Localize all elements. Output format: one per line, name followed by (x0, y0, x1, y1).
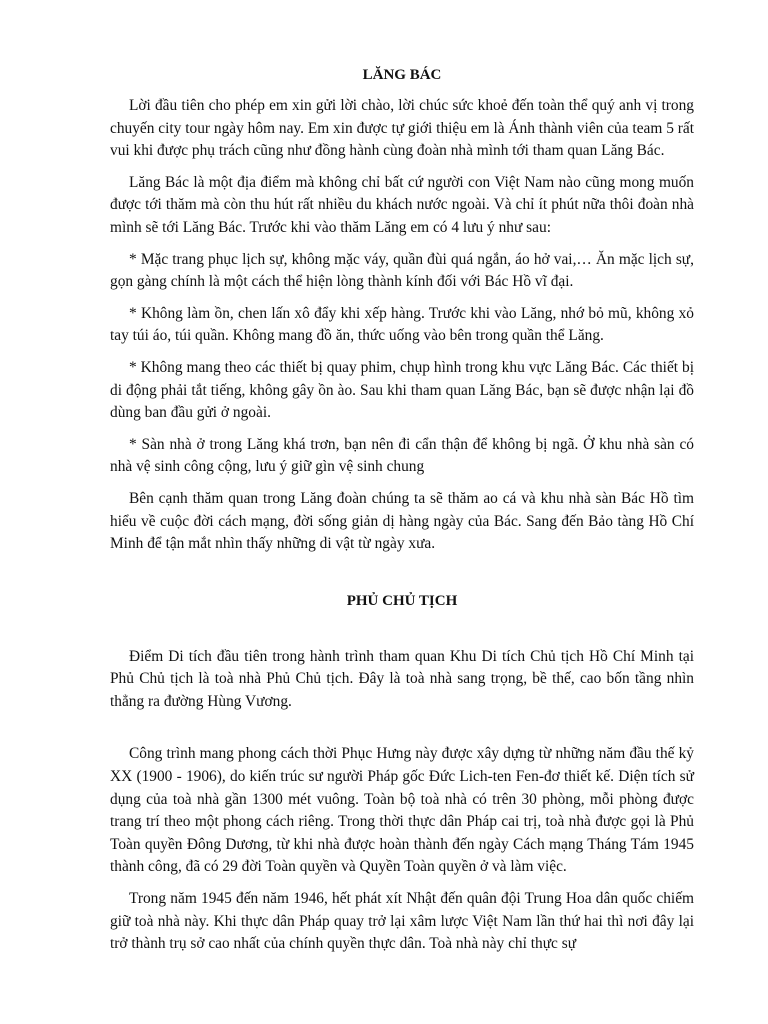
paragraph-overview: Lăng Bác là một địa điểm mà không chỉ bất cứ người con Việt Nam nào cũng mong muốn được tới thăm mà còn thu hút rất nhiều du khách nước ngoài. Và chỉ ít phút nữa thôi đoàn nhà mình sẽ tới Lăng Bác. Trước khi vào thăm Lăng em có 4 lưu ý như sau: (110, 173, 694, 236)
note-floor: * Sàn nhà ở trong Lăng khá trơn, bạn nên đi cẩn thận để không bị ngã. Ở khu nhà sàn có nhà vệ sinh công cộng, lưu ý giữ gìn vệ sinh chung (110, 435, 694, 476)
document-body (110, 64, 694, 956)
paragraph-history: Trong năm 1945 đến năm 1946, hết phát xít Nhật đến quân đội Trung Hoa dân quốc chiếm giữ toà nhà này. Khi thực dân Pháp quay trở lại xâm lược Việt Nam lần thứ hai thì nơi đây lại trở thành trụ sở cao nhất của chính quyền thực dân. Toà nhà này chỉ thực sự (110, 890, 694, 953)
section-title-phu-chu-tich: PHỦ CHỦ TỊCH (346, 592, 458, 609)
paragraph-architecture: Công trình mang phong cách thời Phục Hưng này được xây dựng từ những năm đầu thế kỷ XX (1900 - 1906), do kiến trúc sư người Pháp gốc Đức Lich-ten Fen-đơ thiết kế. Diện tích sử dụng của toà nhà gần 1300 mét vuông. Toàn bộ toà nhà có trên 30 phòng, mỗi phòng được trang trí theo một phong cách riêng. Trong thời thực dân Pháp cai trị, toà nhà được gọi là Phủ Toàn quyền Đông Dương, từ khi nhà được hoàn thành đến ngày Cách mạng Tháng Tám 1945 thành công, đã có 29 đời Toàn quyền và Quyền Toàn quyền ở và làm việc. (110, 745, 694, 876)
section-title-lang-bac: LĂNG BÁC (362, 67, 442, 83)
note-devices: * Không mang theo các thiết bị quay phim, chụp hình trong khu vực Lăng Bác. Các thiết bị di động phải tắt tiếng, không gây ồn ào. Sau khi tham quan Lăng Bác, bạn sẽ được nhận lại đồ dùng ban đầu gửi ở ngoài. (110, 358, 694, 422)
paragraph-intro: Lời đầu tiên cho phép em xin gửi lời chào, lời chúc sức khoẻ đến toàn thể quý anh vị trong chuyến city tour ngày hôm nay. Em xin được tự giới thiệu em là Ánh thành viên của team 5 rất vui khi được phụ trách cũng như đồng hành cùng đoàn nhà mình tới tham quan Lăng Bác. (110, 97, 694, 160)
paragraph-itinerary: Bên cạnh thăm quan trong Lăng đoàn chúng ta sẽ thăm ao cá và khu nhà sàn Bác Hồ tìm hiểu về cuộc đời cách mạng, đời sống giản dị hàng ngày của Bác. Sang đến Bảo tàng Hồ Chí Minh để tận mắt nhìn thấy những di vật từ ngày xưa. (110, 489, 694, 553)
paragraph-first-site: Điểm Di tích đầu tiên trong hành trình tham quan Khu Di tích Chủ tịch Hồ Chí Minh tại Phủ Chủ tịch là toà nhà Phủ Chủ tịch. Đây là toà nhà sang trọng, bề thế, cao bốn tầng nhìn thẳng ra đường Hùng Vương. (110, 647, 694, 710)
note-dress-code: * Mặc trang phục lịch sự, không mặc váy, quần đùi quá ngắn, áo hở vai,… Ăn mặc lịch sự, gọn gàng chính là một cách thể hiện lòng thành kính đối với Bác Hồ vĩ đại. (110, 250, 694, 291)
note-queue: * Không làm ồn, chen lấn xô đẩy khi xếp hàng. Trước khi vào Lăng, nhớ bỏ mũ, không xỏ tay túi áo, túi quần. Không mang đồ ăn, thức uống vào bên trong quần thể Lăng. (110, 304, 694, 345)
